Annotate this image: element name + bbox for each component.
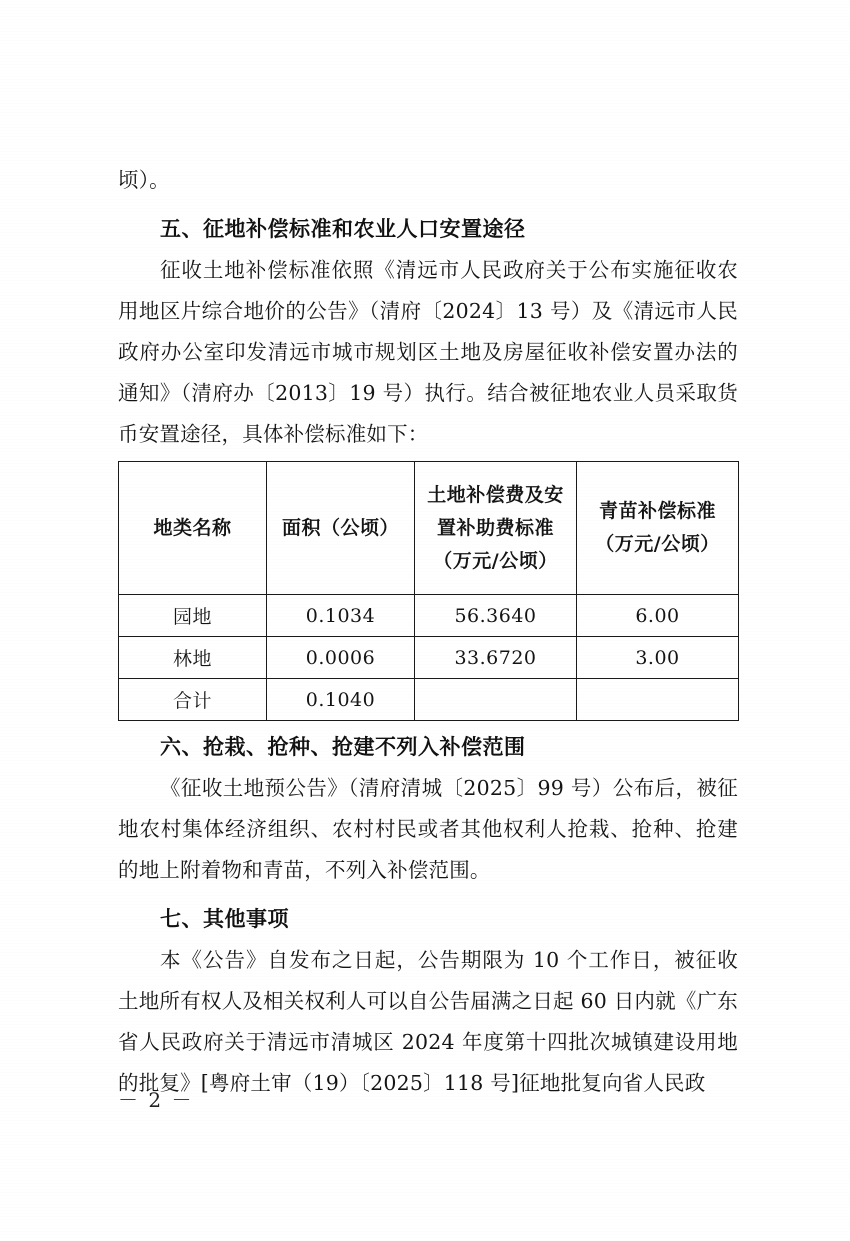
section-heading-six: 六、抢栽、抢种、抢建不列入补偿范围	[160, 735, 526, 759]
compensation-standards-table	[118, 461, 739, 721]
table-header-area: 面积（公顷）	[267, 462, 415, 595]
table-header-land-compensation: 土地补偿费及安置补助费标准（万元/公顷）	[415, 462, 577, 595]
table-cell-total-land-compensation	[415, 679, 577, 721]
table-cell-total-area: 0.1040	[267, 679, 415, 721]
spacer	[118, 201, 738, 209]
section-heading-five: 五、征地补偿标准和农业人口安置途径	[160, 217, 526, 241]
section-seven-paragraph: 本《公告》自发布之日起，公告期限为 10 个工作日，被征收土地所有权人及相关权利人可以自公告届满之日起 60 日内就《广东省人民政府关于清远市清城区 2024 年度第十四批次城镇建设用地的批复》[粤府土审（19）〔2025〕118 号]征地批复向省人民政	[118, 948, 738, 1095]
table-header-crop-compensation: 青苗补偿标准（万元/公顷）	[577, 462, 739, 595]
table-row	[119, 595, 739, 637]
table-header-row	[119, 462, 739, 595]
section-heading-seven: 七、其他事项	[160, 907, 289, 931]
table-header-land-type: 地类名称	[119, 462, 267, 595]
section-six-paragraph: 《征收土地预公告》（清府清城〔2025〕99 号）公布后，被征地农村集体经济组织、农村村民或者其他权利人抢栽、抢种、抢建的地上附着物和青苗，不列入补偿范围。	[118, 776, 738, 882]
section-five-paragraph: 征收土地补偿标准依照《清远市人民政府关于公布实施征收农用地区片综合地价的公告》（清府〔2024〕13 号）及《清远市人民政府办公室印发清远市城市规划区土地及房屋征收补偿安置办法的通知》（清府办〔2013〕19 号）执行。结合被征地农业人员采取货币安置途径，具体补偿标准如下：	[118, 258, 738, 446]
spacer	[118, 891, 738, 899]
continued-fragment: 顷）。	[118, 168, 170, 192]
table-cell-total-crop-compensation	[577, 679, 739, 721]
table-cell-crop-compensation: 3.00	[577, 637, 739, 679]
page-number: － 2 －	[118, 1088, 194, 1112]
table-cell-area: 0.1034	[267, 595, 415, 637]
table-row	[119, 637, 739, 679]
table-cell-crop-compensation: 6.00	[577, 595, 739, 637]
table-cell-land-compensation: 33.6720	[415, 637, 577, 679]
table-cell-land-compensation: 56.3640	[415, 595, 577, 637]
table-cell-area: 0.0006	[267, 637, 415, 679]
document-body	[118, 160, 738, 1104]
table-row-total	[119, 679, 739, 721]
table-cell-land-type: 林地	[119, 637, 267, 679]
table-cell-total-label: 合计	[119, 679, 267, 721]
table-cell-land-type: 园地	[119, 595, 267, 637]
